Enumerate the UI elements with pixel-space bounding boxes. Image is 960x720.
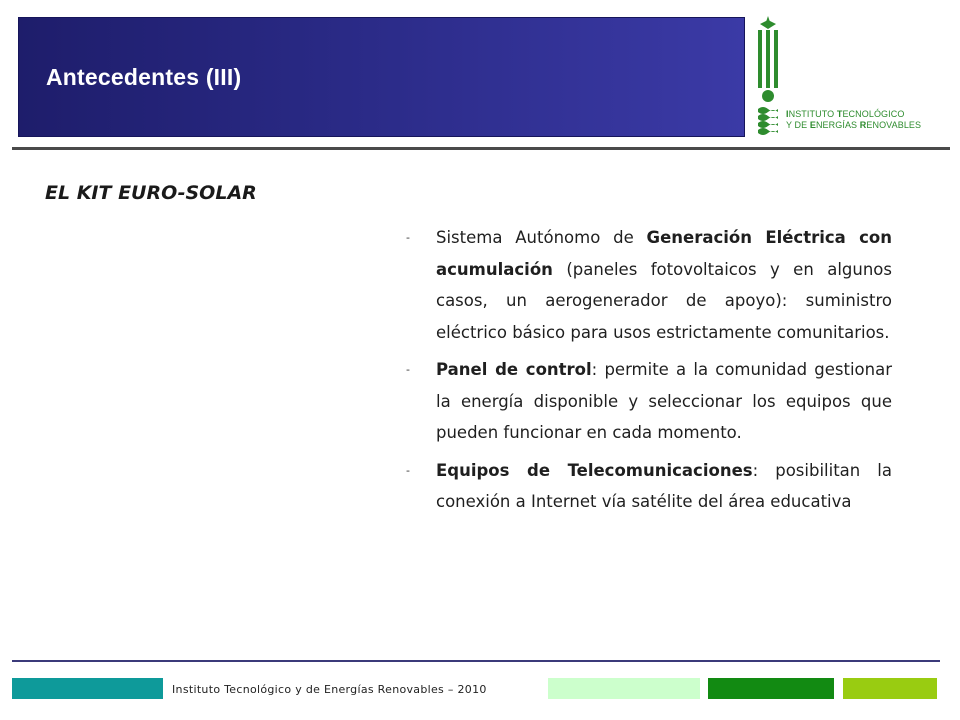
- bullet-item: [400, 222, 892, 348]
- bold-text: R: [859, 119, 867, 130]
- footer-text: Instituto Tecnológico y de Energías Renovables – 2010: [172, 683, 487, 696]
- footer-divider: [12, 660, 940, 662]
- text-run: : posibilitan la conexión a Internet vía satélite del área educativa: [436, 460, 892, 511]
- bold-text: I: [786, 109, 789, 119]
- institute-logo-icon: [757, 16, 779, 138]
- bullet-marker: -: [406, 231, 410, 244]
- text-run: Sistema Autónomo de: [436, 228, 647, 247]
- bullet-item: [400, 455, 892, 518]
- bold-text: E: [809, 119, 816, 130]
- text-run: ECNOLÓGICO: [842, 109, 905, 119]
- slide-title: Antecedentes (III): [46, 64, 242, 90]
- text-run: NERGÍAS: [815, 119, 860, 130]
- footer-color-block-green: [708, 678, 834, 699]
- text-run: (paneles fotovoltaicos y en algunos casos, un aerogenerador de apoyo): suministro eléctrico básico para usos estrictamente comunitarios.: [436, 259, 892, 342]
- bullet-marker: -: [406, 363, 410, 376]
- text-run: : permite a la comunidad gestionar la energía disponible y seleccionar los equipos que pueden funcionar en cada momento.: [436, 360, 892, 442]
- footer-color-block-lime: [843, 678, 937, 699]
- institute-logo-text: [786, 109, 921, 130]
- logo-line-2: [786, 120, 921, 131]
- header-divider: [12, 147, 950, 150]
- text-run: Y DE: [786, 119, 810, 130]
- section-title: EL KIT EURO-SOLAR: [45, 182, 257, 204]
- title-banner: [18, 17, 745, 137]
- bold-text: Generación Eléctrica con acumulación: [436, 228, 892, 279]
- logo-line-1: [786, 109, 921, 120]
- footer-color-block-teal: [12, 678, 163, 699]
- bullet-list: [400, 222, 892, 524]
- footer-color-block-mint: [548, 678, 700, 699]
- text-run: NSTITUTO: [788, 109, 837, 119]
- text-run: ENOVABLES: [866, 119, 922, 130]
- bold-text: T: [836, 109, 843, 119]
- bullet-marker: -: [406, 463, 410, 477]
- bold-text: Equipos de Telecomunicaciones: [436, 460, 753, 480]
- bold-text: Panel de control: [436, 360, 592, 379]
- bullet-item: [400, 354, 892, 449]
